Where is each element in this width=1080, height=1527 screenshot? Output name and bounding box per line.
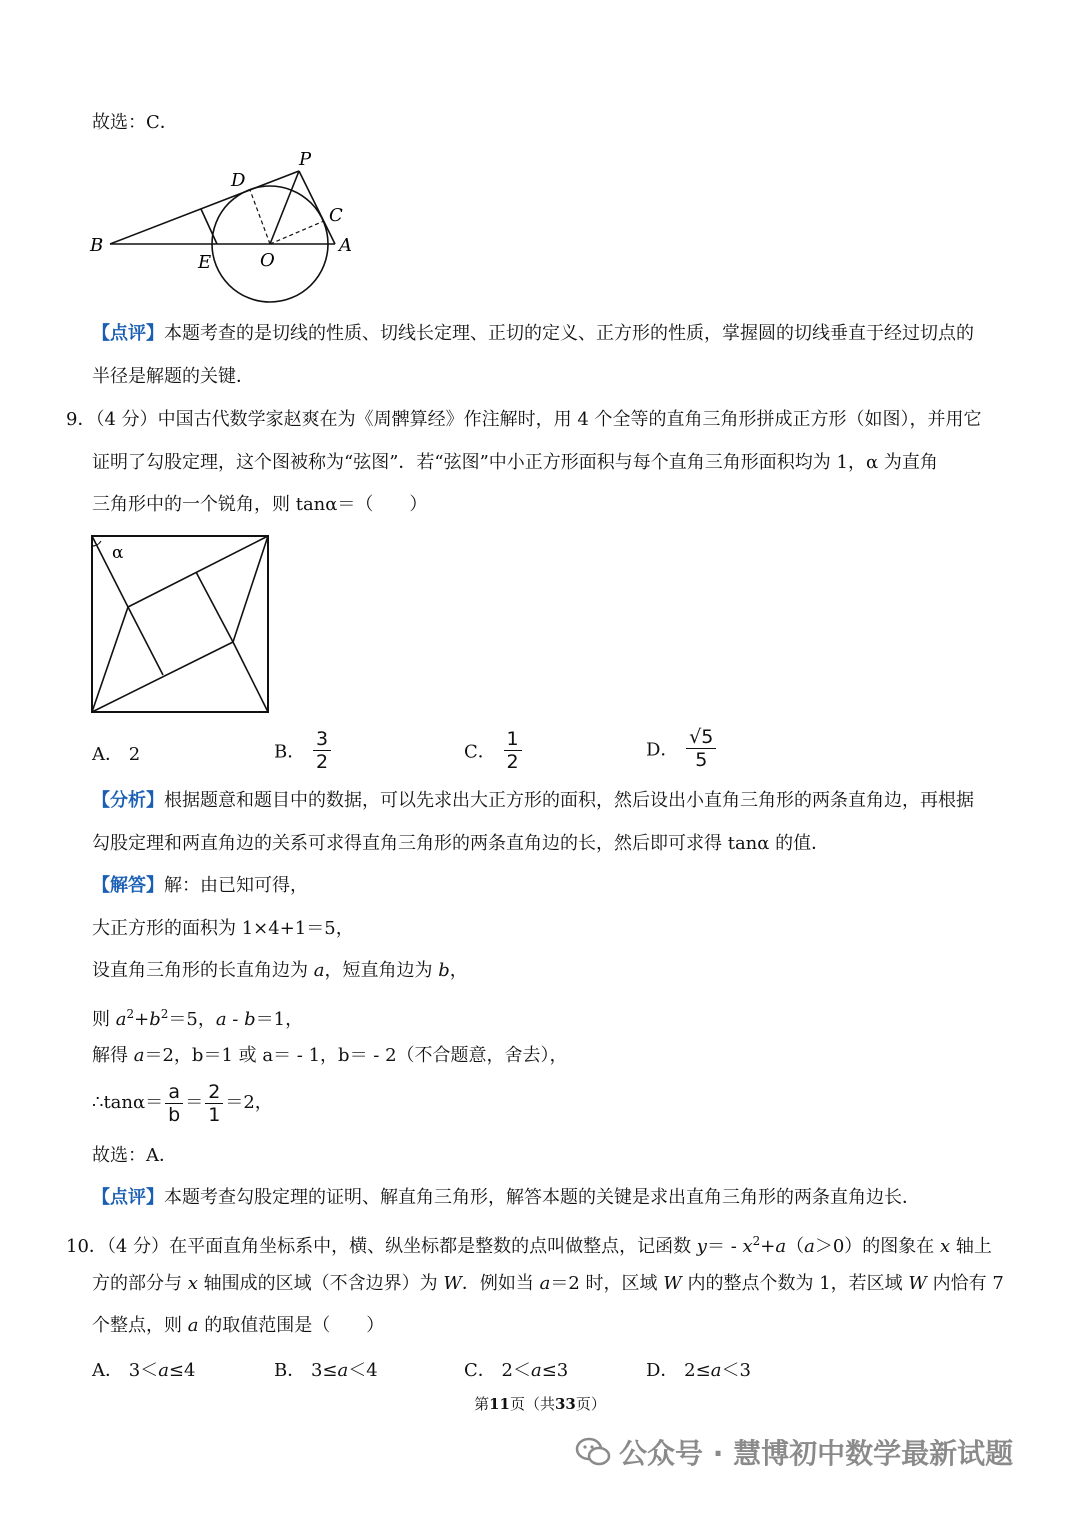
q8-answer: 故选：C． [92,112,178,133]
q9-comment: 【点评】本题考查勾股定理的证明、解直角三角形，解答本题的关键是求出直角三角形的两条直角边长． [92,1187,920,1208]
q9-stem-line2: 证明了勾股定理，这个图被称为“弦图”．若“弦图”中小正方形面积与每个直角三角形面积均为 1，α 为直角 [92,452,938,473]
label-O: O [260,250,275,271]
q8-comment-line1: 【点评】本题考查的是切线的性质、切线长定理、正切的定义、正方形的性质，掌握圆的切线垂直于经过切点的 [92,323,974,344]
q10-option-c[interactable]: C． 2＜a≤3 [464,1360,569,1381]
q9-stem-line3: 三角形中的一个锐角，则 tanα＝（ ） [92,494,428,515]
q10-option-b[interactable]: B． 3≤a＜4 [274,1360,378,1381]
wechat-icon [575,1437,611,1474]
q10-stem-line2: 方的部分与 x 轴围成的区域（不含边界）为 W．例如当 a＝2 时，区域 W 内的整点个数为 1，若区域 W 内恰有 7 [92,1273,1004,1294]
watermark-text: 公众号 · 慧博初中数学最新试题 [619,1437,1014,1470]
q9-option-d[interactable]: D． $\frac{√5}{5}$ [646,726,718,771]
q8-comment-tag: 【点评】 [92,323,164,344]
label-A: A [339,235,352,256]
q9-solution-line2: 设直角三角形的长直角边为 a，短直角边为 b， [92,960,468,981]
q9-solution-line4: 解得 a＝2，b＝1 或 a＝ - 1，b＝ - 2（不合题意，舍去）， [92,1045,568,1066]
q9-option-a[interactable]: A． 2 [92,744,141,765]
q8-comment-line2: 半径是解题的关键． [92,366,254,387]
q10-option-a[interactable]: A． 3＜a≤4 [92,1360,196,1381]
label-D: D [231,170,246,191]
q9-option-b[interactable]: B． $\frac{3}{2}$ [274,728,333,773]
q9-solution-line5: ∴tanα＝ $\frac{a}{b}$ ＝ $\frac{2}{1}$ ＝2， [92,1080,273,1126]
q9-solution-tag: 【解答】 [92,875,164,896]
q9-comment-tag: 【点评】 [92,1187,164,1208]
xian-diagram-figure [88,532,274,718]
label-C: C [329,205,343,226]
label-alpha: α [112,543,124,563]
tangent-circle-figure [80,145,370,310]
q10-stem-line1: 10．（4 分）在平面直角坐标系中，横、纵坐标都是整数的点叫做整点，记函数 $y= - x^2+a(a>0)$的图象在 x 轴上 [66,1234,992,1257]
label-E: E [198,252,212,273]
q10-stem-line3: 个整点，则 a 的取值范围是（ ） [92,1315,385,1336]
q9-solution-line3: 则 $a^2+b^2=5$，a - b＝1， [92,1007,304,1030]
q9-stem-line1: 9．（4 分）中国古代数学家赵爽在为《周髀算经》作注解时，用 4 个全等的直角三角形拼成正方形（如图），并用它 [66,409,982,430]
q9-solution-line1: 大正方形的面积为 1×4+1＝5， [92,918,354,939]
q10-option-d[interactable]: D． 2≤a＜3 [646,1360,751,1381]
label-B: B [90,235,104,256]
label-P: P [299,149,312,170]
q9-analysis-tag: 【分析】 [92,790,164,811]
q9-analysis-line1: 【分析】根据题意和题目中的数据，可以先求出大正方形的面积，然后设出小直角三角形的两条直角边，再根据 [92,790,974,811]
page-footer: 第11页（共33页） [474,1395,606,1413]
wechat-watermark [575,1432,1013,1474]
q9-solution-intro: 【解答】解：由已知可得， [92,875,308,896]
q9-option-c[interactable]: C． $\frac{1}{2}$ [464,728,524,773]
q9-analysis-line2: 勾股定理和两直角边的关系可求得直角三角形的两条直角边的长，然后即可求得 tanα 的值． [92,833,830,854]
q9-answer: 故选：A． [92,1145,177,1166]
